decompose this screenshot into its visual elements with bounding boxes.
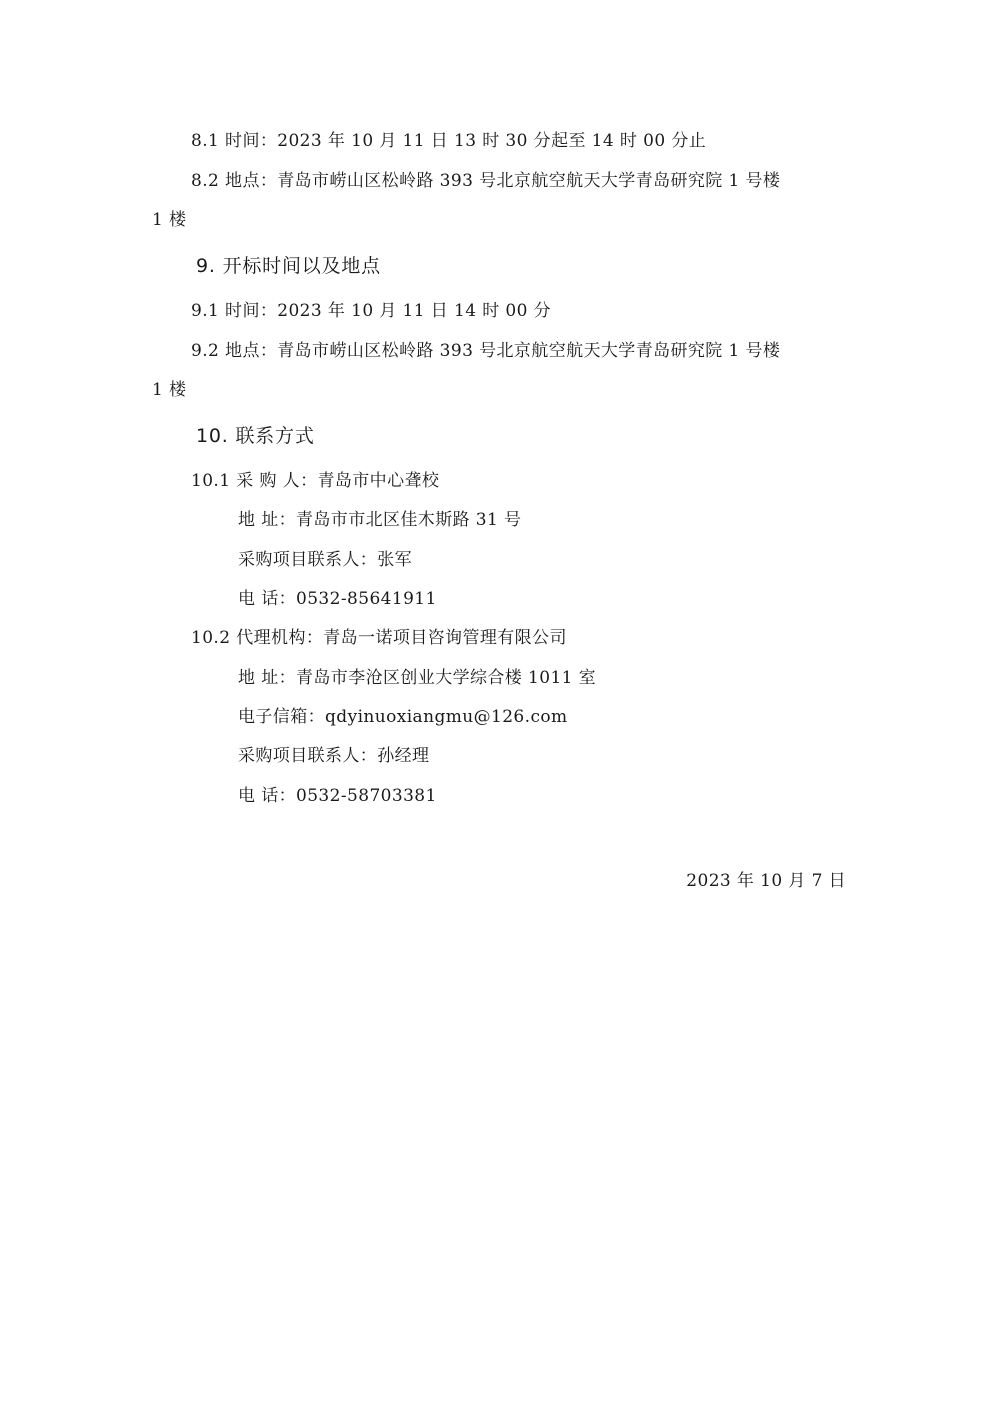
purchaser-address: 地 址：青岛市市北区佳木斯路 31 号	[238, 510, 522, 530]
purchaser-name: 10.1 采 购 人：青岛市中心聋校	[191, 471, 440, 491]
section-10-heading: 10. 联系方式	[196, 425, 315, 447]
section-9-place-line1: 9.2 地点：青岛市崂山区松岭路 393 号北京航空航天大学青岛研究院 1 号楼	[191, 341, 781, 361]
section-9-heading: 9. 开标时间以及地点	[196, 255, 381, 277]
agency-phone: 电 话：0532-58703381	[238, 786, 437, 806]
section-8-time: 8.1 时间：2023 年 10 月 11 日 13 时 30 分起至 14 时 00 分止	[191, 131, 707, 151]
agency-email: 电子信箱：qdyinuoxiangmu@126.com	[238, 707, 568, 727]
section-9-time: 9.1 时间：2023 年 10 月 11 日 14 时 00 分	[191, 301, 552, 321]
section-9-place-line2: 1 楼	[152, 380, 187, 400]
agency-address: 地 址：青岛市李沧区创业大学综合楼 1011 室	[238, 668, 597, 688]
document-date: 2023 年 10 月 7 日	[686, 871, 846, 891]
agency-name: 10.2 代理机构：青岛一诺项目咨询管理有限公司	[191, 628, 567, 648]
purchaser-contact: 采购项目联系人：张军	[238, 550, 412, 570]
section-8-place-line2: 1 楼	[152, 210, 187, 230]
purchaser-phone: 电 话：0532-85641911	[238, 589, 437, 609]
agency-contact: 采购项目联系人：孙经理	[238, 746, 430, 766]
section-8-place-line1: 8.2 地点：青岛市崂山区松岭路 393 号北京航空航天大学青岛研究院 1 号楼	[191, 171, 781, 191]
